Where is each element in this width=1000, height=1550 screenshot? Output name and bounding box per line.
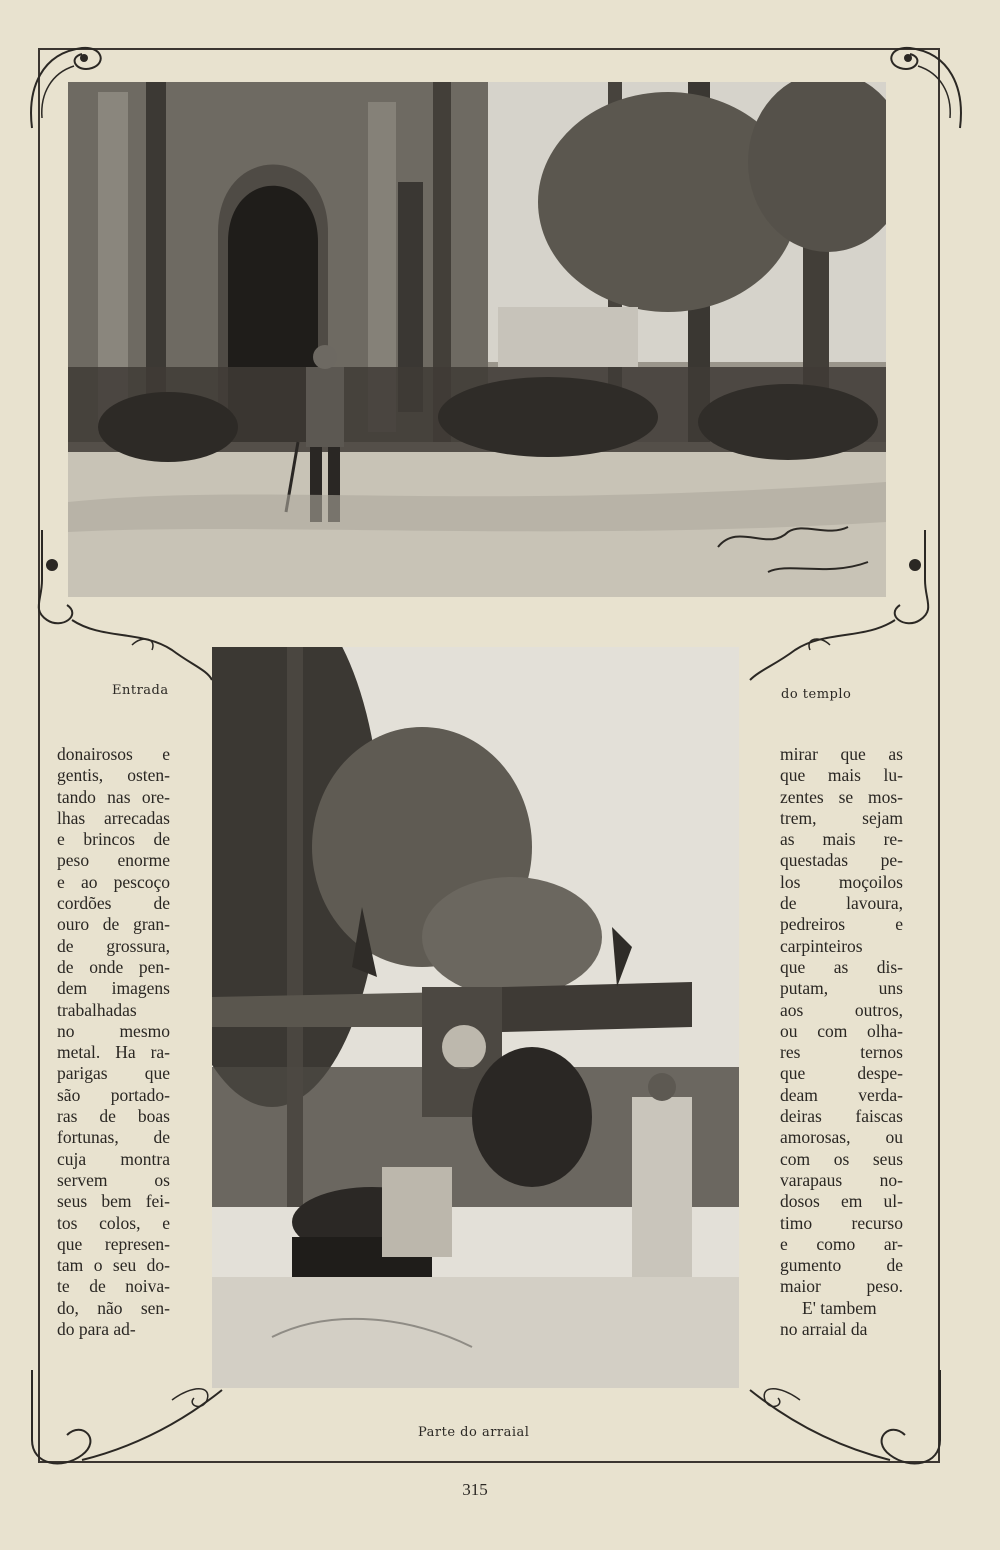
text-line: maior peso. xyxy=(780,1276,903,1297)
text-line: timo recurso xyxy=(780,1212,903,1233)
text-line: peso enorme xyxy=(57,850,170,871)
text-line: que as dis- xyxy=(780,956,903,977)
text-line: deiras faiscas xyxy=(780,1106,903,1127)
text-line: de onde pen- xyxy=(57,956,170,977)
text-line: cordões de xyxy=(57,893,170,914)
text-line: ras de boas xyxy=(57,1106,170,1127)
text-line: e ao pescoço xyxy=(57,871,170,892)
text-column-left xyxy=(57,744,170,1340)
text-line: trabalhadas xyxy=(57,999,137,1020)
page-number: 315 xyxy=(462,1480,488,1499)
text-line: de grossura, xyxy=(57,935,170,956)
text-line: questadas pe- xyxy=(780,850,903,871)
text-line: são portado- xyxy=(57,1084,170,1105)
text-line: zentes se mos- xyxy=(780,786,903,807)
text-line: do para ad- xyxy=(57,1319,136,1340)
text-line: metal. Ha ra- xyxy=(57,1042,170,1063)
corner-ornament-top-right xyxy=(880,38,970,138)
text-line: de lavoura, xyxy=(780,893,903,914)
text-line: res ternos xyxy=(780,1042,903,1063)
text-line: lhas arrecadas xyxy=(57,807,170,828)
text-line: tam o seu do- xyxy=(57,1255,170,1276)
text-line: com os seus xyxy=(780,1148,903,1169)
caption-bottom: Parte do arraial xyxy=(418,1425,530,1440)
caption-top-left: Entrada xyxy=(112,683,169,698)
photo-fair xyxy=(212,647,739,1388)
corner-ornament-bottom-right xyxy=(740,1360,955,1480)
text-line: putam, uns xyxy=(780,978,903,999)
text-line: cuja montra xyxy=(57,1148,170,1169)
text-line: parigas que xyxy=(57,1063,170,1084)
text-line: seus bem fei- xyxy=(57,1191,170,1212)
text-line: gentis, osten- xyxy=(57,765,170,786)
text-line: pedreiros e xyxy=(780,914,903,935)
text-line: que despe- xyxy=(780,1063,903,1084)
text-line: aos outros, xyxy=(780,999,903,1020)
text-line: dem imagens xyxy=(57,978,170,999)
photo-church-entrance xyxy=(68,82,886,597)
text-line: varapaus no- xyxy=(780,1169,903,1190)
text-line: gumento de xyxy=(780,1255,903,1276)
text-line: donairosos e xyxy=(57,744,170,764)
text-line: E' tambem xyxy=(802,1297,877,1318)
text-line: no mesmo xyxy=(57,1020,170,1041)
text-line: e brincos de xyxy=(57,829,170,850)
corner-ornament-bottom-left xyxy=(22,1360,232,1480)
text-line: que mais lu- xyxy=(780,765,903,786)
text-line: deam verda- xyxy=(780,1084,903,1105)
text-line: dosos em ul- xyxy=(780,1191,903,1212)
text-line: te de noiva- xyxy=(57,1276,170,1297)
text-line: mirar que as xyxy=(780,744,903,764)
text-line: tando nas ore- xyxy=(57,786,170,807)
text-line: ouro de gran- xyxy=(57,914,170,935)
text-line: tos colos, e xyxy=(57,1212,170,1233)
text-line: amorosas, ou xyxy=(780,1127,903,1148)
text-line: as mais re- xyxy=(780,829,903,850)
text-line: carpinteiros xyxy=(780,935,863,956)
text-line: servem os xyxy=(57,1169,170,1190)
text-line: ou com olha- xyxy=(780,1020,903,1041)
text-line: e como ar- xyxy=(780,1233,903,1254)
text-column-right xyxy=(780,744,903,1340)
text-line: no arraial da xyxy=(780,1319,868,1340)
text-line: los moçoilos xyxy=(780,871,903,892)
text-line: do, não sen- xyxy=(57,1297,170,1318)
text-line: fortunas, de xyxy=(57,1127,170,1148)
caption-top-right: do templo xyxy=(781,687,852,702)
text-line: que represen- xyxy=(57,1233,170,1254)
text-line: trem, sejam xyxy=(780,807,903,828)
